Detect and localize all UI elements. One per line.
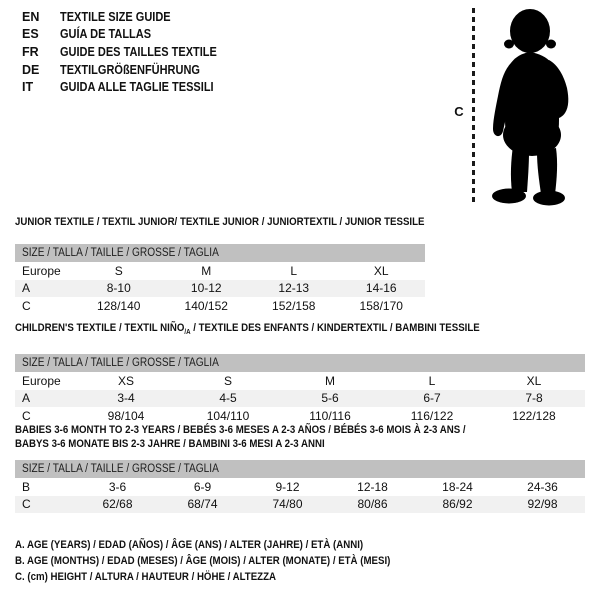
size-cell: M: [325, 373, 335, 388]
value-cell: 8-10: [106, 281, 131, 296]
value-cell: 86/92: [442, 497, 473, 512]
value-cell: 92/98: [527, 497, 558, 512]
row-label: C: [22, 408, 31, 423]
language-code: DE: [22, 62, 40, 77]
footnotes: [15, 537, 442, 585]
language-code: ES: [22, 27, 39, 42]
size-header-text: SIZE / TALLA / TAILLE / GRÖSSE / TAGLIA: [22, 357, 219, 370]
value-cell: 158/170: [359, 298, 403, 313]
row-label: C: [22, 497, 31, 512]
value-cell: 152/158: [272, 298, 316, 313]
value-cell: 62/68: [102, 497, 133, 512]
footnote-age-months: B. AGE (MONTHS) / EDAD (MESES) / ÂGE (MOIS) / ALTER (MONATE) / ETÀ (MESI): [15, 555, 391, 567]
language-row-de: [22, 61, 238, 79]
title-line-1: BABIES 3-6 MONTH TO 2-3 YEARS / BEBÉS 3-6 MESES A 2-3 AÑOS / BÉBÉS 3-6 MOIS À 2-3 ANS /: [15, 424, 466, 436]
size-cell: XL: [526, 373, 542, 388]
value-cell: 140/152: [184, 298, 228, 313]
table-row-europe: [15, 372, 585, 390]
language-row-es: [22, 26, 238, 44]
size-cell: XS: [117, 373, 134, 388]
size-header-bar: [15, 244, 425, 262]
row-label: B: [22, 479, 31, 494]
value-cell: 6-7: [423, 391, 441, 406]
language-row-fr: [22, 43, 238, 61]
size-header-text: SIZE / TALLA / TAILLE / GRÖSSE / TAGLIA: [22, 463, 219, 475]
language-row-it: [22, 78, 238, 96]
title-text: / TEXTILE DES ENFANTS / KINDERTEXTIL / BAMBINI TESSILE: [190, 322, 480, 334]
value-cell: 104/110: [206, 408, 250, 423]
language-text: TEXTILGRÖßENFÜHRUNG: [60, 62, 200, 77]
babies-table-title: [15, 423, 585, 451]
language-row-en: [22, 8, 238, 26]
size-header-bar: [15, 460, 585, 478]
title-subscript: /A: [184, 329, 191, 337]
value-cell: 12-18: [357, 479, 388, 494]
table-row-age-months: [15, 478, 585, 496]
value-cell: 7-8: [525, 391, 543, 406]
height-measure-label: C: [454, 104, 464, 119]
title-text: CHILDREN'S TEXTILE / TEXTIL NIÑO: [15, 322, 185, 334]
table-row-height: [15, 297, 425, 315]
value-cell: 18-24: [442, 479, 473, 494]
value-cell: 74/80: [272, 497, 303, 512]
junior-table-title: JUNIOR TEXTILE / TEXTIL JUNIOR/ TEXTILE JUNIOR / JUNIORTEXTIL / JUNIOR TESSILE: [15, 216, 425, 228]
table-row-height: [15, 496, 585, 514]
value-cell: 128/140: [97, 298, 141, 313]
table-row-age: [15, 280, 425, 298]
value-cell: 98/104: [107, 408, 145, 423]
value-cell: 5-6: [321, 391, 339, 406]
value-cell: 3-6: [108, 479, 127, 494]
value-cell: 80/86: [357, 497, 388, 512]
childrens-table-title: [15, 321, 480, 340]
value-cell: 122/128: [512, 408, 556, 423]
row-label: C: [22, 298, 31, 313]
footnote-height: C. (cm) HEIGHT / ALTURA / HAUTEUR / HÖHE / ALTEZZA: [15, 571, 277, 583]
junior-textile-table: [15, 212, 425, 315]
value-cell: 24-36: [527, 479, 558, 494]
row-label: A: [22, 281, 31, 296]
value-cell: 4-5: [219, 391, 237, 406]
value-cell: 14-16: [365, 281, 397, 296]
value-cell: 12-13: [278, 281, 310, 296]
language-list: [22, 8, 238, 96]
language-text: GUIDE DES TAILLES TEXTILE: [60, 44, 217, 59]
childrens-textile-table: [15, 318, 585, 425]
value-cell: 110/116: [309, 408, 351, 423]
size-cell: L: [290, 263, 298, 278]
value-cell: 116/122: [410, 408, 454, 423]
language-text: GUÍA DE TALLAS: [60, 27, 152, 42]
size-cell: XL: [373, 263, 389, 278]
row-label: A: [22, 391, 31, 406]
baby-silhouette-icon: [482, 8, 578, 208]
value-cell: 68/74: [187, 497, 218, 512]
size-cell: L: [428, 373, 436, 388]
row-label: Europe: [22, 263, 61, 278]
size-cell: M: [201, 263, 212, 278]
size-header-text: SIZE / TALLA / TAILLE / GRÖSSE / TAGLIA: [22, 247, 219, 259]
table-row-europe: [15, 262, 425, 280]
size-cell: S: [223, 373, 232, 388]
language-code: FR: [22, 44, 39, 59]
height-measure-dashed-line: [472, 8, 475, 206]
value-cell: 10-12: [190, 281, 222, 296]
size-header-bar: [15, 354, 585, 372]
language-code: IT: [22, 80, 34, 95]
row-label: Europe: [22, 373, 61, 388]
footnote-age-years: A. AGE (YEARS) / EDAD (AÑOS) / ÂGE (ANS) / ALTER (JAHRE) / ETÀ (ANNI): [15, 539, 364, 551]
value-cell: 6-9: [193, 479, 212, 494]
babies-textile-table: [15, 423, 585, 513]
language-text: GUIDA ALLE TAGLIE TESSILI: [60, 80, 214, 95]
language-text: TEXTILE SIZE GUIDE: [60, 9, 171, 24]
table-row-age: [15, 390, 585, 408]
title-line-2: BABYS 3-6 MONATE BIS 2-3 JAHRE / BAMBINI 3-6 MESI A 2-3 ANNI: [15, 438, 325, 450]
language-code: EN: [22, 9, 40, 24]
value-cell: 3-4: [117, 391, 135, 406]
size-cell: S: [114, 263, 123, 278]
value-cell: 9-12: [275, 479, 300, 494]
